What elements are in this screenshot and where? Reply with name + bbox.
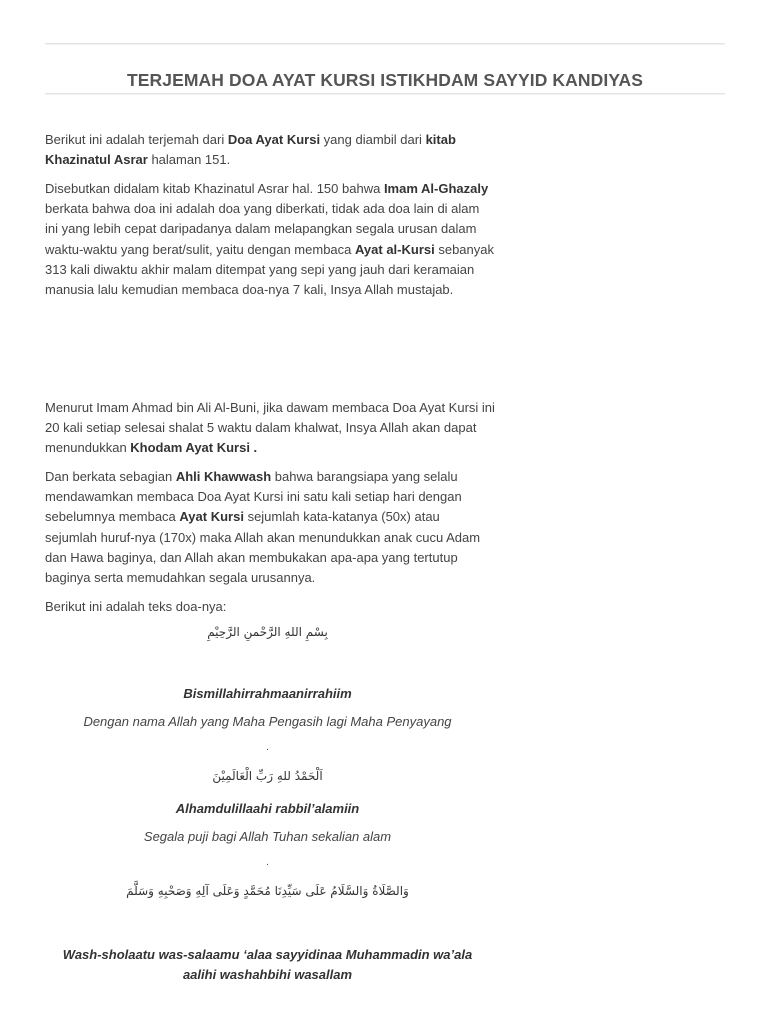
bold-ayat-al-kursi: Ayat al-Kursi [355, 241, 435, 257]
title-top-divider [45, 43, 725, 45]
paragraph-text: Disebutkan didalam kitab Khazinatul Asrar hal. 150 bahwa [45, 181, 384, 196]
paragraph-al-buni [45, 398, 495, 459]
paragraph-text: halaman 151. [147, 152, 231, 168]
paragraph-text: Berikut ini adalah teks doa-nya: [45, 599, 227, 614]
paragraph-text: Berikut ini adalah terjemah dari [45, 132, 228, 147]
verse-1-arabic: بِسْمِ اللهِ الرَّحْمنِ الرَّحِيْمِ [207, 625, 328, 639]
verse-1-separator: . [266, 742, 269, 753]
verse-1-translation: Dengan nama Allah yang Maha Pengasih lagi Maha Penyayang [83, 714, 452, 729]
verse-2-separator: . [266, 857, 269, 868]
bold-ahli-khawwash: Ahli Khawwash [175, 469, 272, 484]
bold-doa-ayat-kursi: Doa Ayat Kursi [227, 132, 321, 147]
bold-khodam-ayat-kursi: Khodam Ayat Kursi . [130, 440, 258, 456]
paragraph-ghazaly [45, 179, 495, 300]
title-bottom-divider [45, 93, 725, 95]
paragraph-ahli-khawwash [45, 467, 495, 588]
paragraph-text: berkata bahwa doa ini adalah doa yang diberkati, tidak ada doa lain di alam ini yang lebih cepat daripadanya dalam melapangkan segala urusan dalam waktu-waktu yang berat/sulit, yaitu dengan membaca [45, 201, 480, 257]
verse-2-arabic: اَلْحَمْدُ للهِ رَبِّ الْعَالَمِيْنَ [212, 769, 323, 783]
article-title: TERJEMAH DOA AYAT KURSI ISTIKHDAM SAYYID KANDIYAS [126, 69, 644, 90]
verse-2-latin: Alhamdulillaahi rabbil’alamiin [175, 801, 360, 816]
paragraph-text: sebanyak 313 kali diwaktu akhir malam ditempat yang sepi yang jauh dari keramaian manusia lalu kemudian membaca doa-nya 7 kali, Insya Allah mustajab. [45, 241, 494, 298]
verse-3-arabic: وَالصَّلَاةُ وَالسَّلَامُ عَلَى سَيِّدِنَا مُحَمَّدٍ وَعَلَى آلِهِ وَصَحْبِهِ وَسَلَّمَ [126, 884, 409, 898]
verse-1-latin: Bismillahirrahmaanirrahiim [183, 686, 352, 701]
bold-imam-al-ghazaly: Imam Al-Ghazaly [383, 181, 489, 196]
verse-3-latin: Wash-sholaatu was-salaamu ‘alaa sayyidinaa Muhammadin wa’ala aalihi washahbihi wasallam [62, 947, 473, 982]
verse-2-translation: Segala puji bagi Allah Tuhan sekalian alam [143, 829, 392, 844]
paragraph-text: Menurut Imam Ahmad bin Ali Al-Buni, jika dawam membaca Doa Ayat Kursi ini 20 kali setiap selesai shalat 5 waktu dalam khalwat, Insya Allah akan dapat menundukkan [45, 400, 495, 456]
paragraph-text: yang diambil dari [320, 132, 426, 147]
paragraph-text: sejumlah kata-katanya (50x) atau sejumlah huruf-nya (170x) maka Allah akan menundukkan anak cucu Adam dan Hawa baginya, dan Allah akan membukakan apa-apa yang tertutup baginya serta memudahkan segala urusannya. [45, 509, 481, 586]
paragraph-text: bahwa barangsiapa yang selalu mendawamkan membaca Doa Ayat Kursi ini satu kali setiap hari dengan sebelumnya membaca [45, 469, 462, 525]
paragraph-doa-intro [45, 597, 495, 617]
paragraph-text: Dan berkata sebagian [45, 469, 176, 484]
bold-kitab-khazinatul-asrar: kitab Khazinatul Asrar [45, 132, 456, 168]
paragraph-intro [45, 130, 495, 170]
bold-ayat-kursi: Ayat Kursi [179, 509, 244, 525]
